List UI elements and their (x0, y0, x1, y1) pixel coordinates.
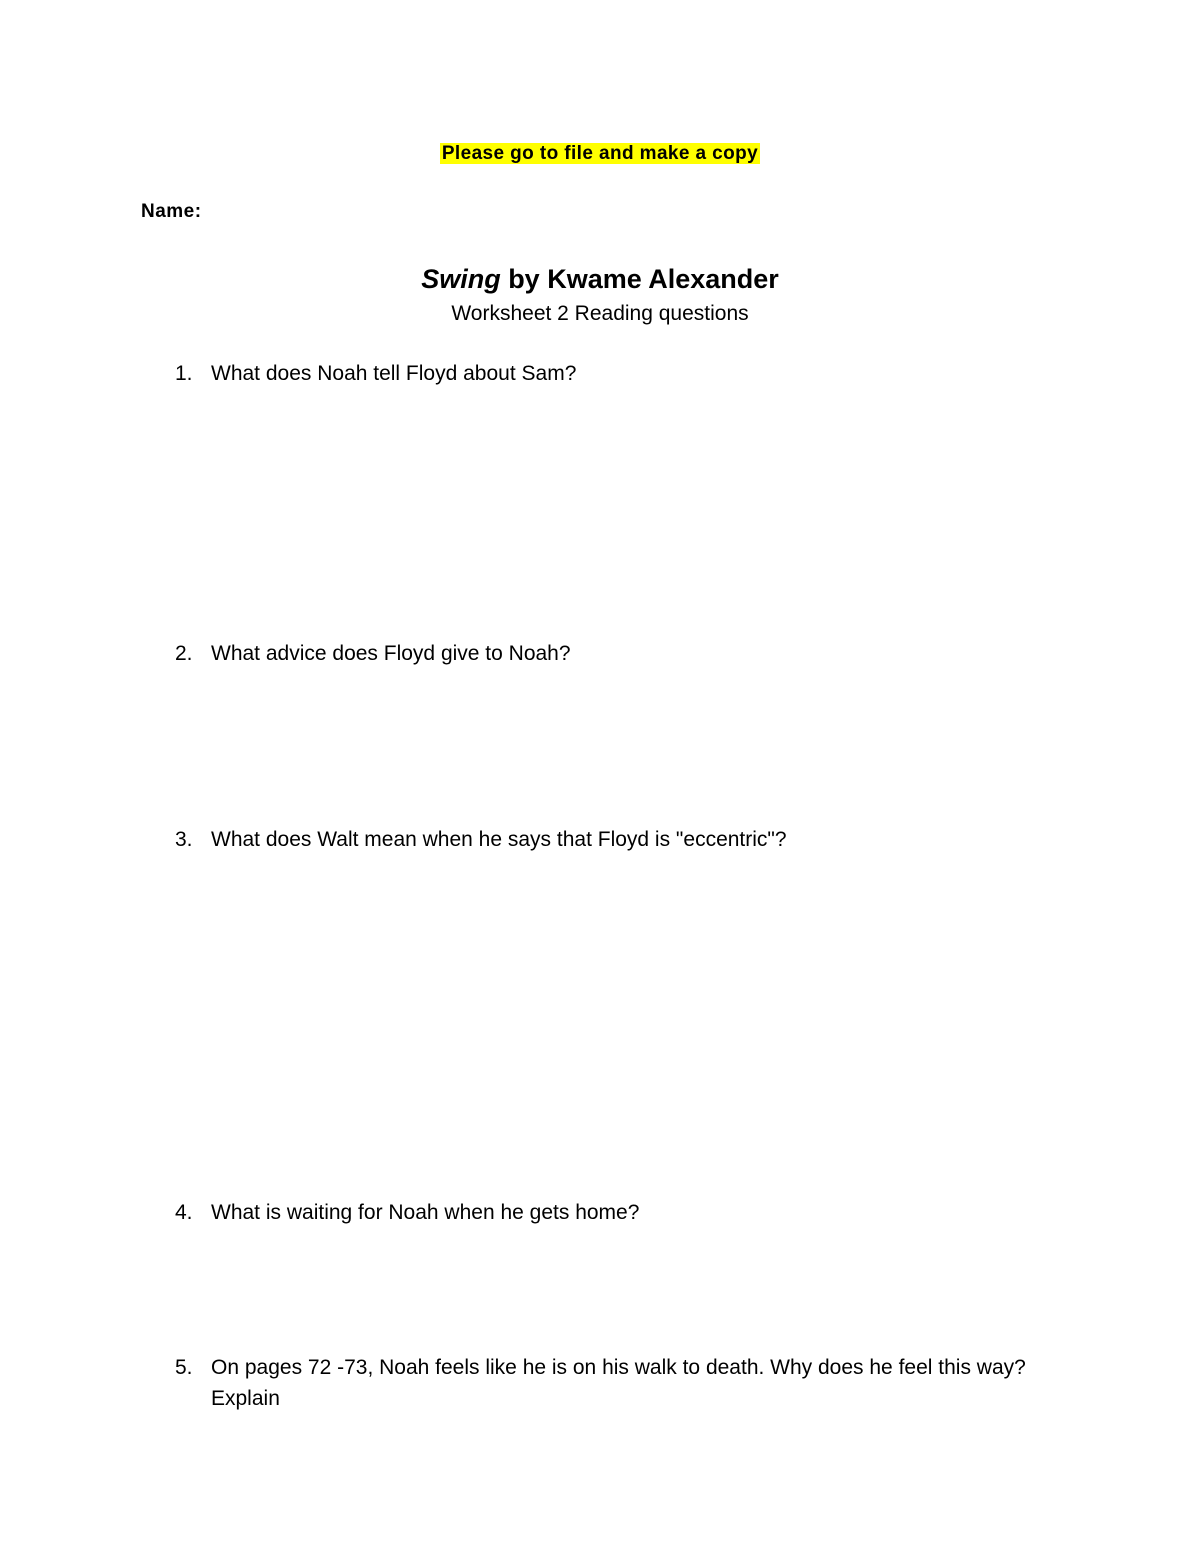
question-number: 4. (175, 1201, 193, 1224)
question-1 (175, 358, 1055, 389)
copy-notice (0, 140, 1200, 168)
question-text: What does Walt mean when he says that Floyd is "eccentric"? (211, 828, 787, 851)
copy-notice-text: Please go to file and make a copy (441, 143, 759, 164)
question-text: What is waiting for Noah when he gets home? (211, 1201, 640, 1224)
question-text: On pages 72 -73, Noah feels like he is on his walk to death. Why does he feel this way? Explain (211, 1356, 1026, 1410)
name-label: Name: (141, 201, 202, 222)
page-subtitle: Worksheet 2 Reading questions (451, 302, 749, 325)
page-title (0, 262, 1200, 296)
question-2 (175, 638, 1055, 669)
question-5 (175, 1352, 1055, 1410)
book-title: Swing (421, 264, 501, 294)
title-author: by Kwame Alexander (500, 264, 779, 294)
question-4 (175, 1197, 1055, 1228)
question-text: What does Noah tell Floyd about Sam? (211, 362, 577, 385)
question-text: What advice does Floyd give to Noah? (211, 642, 571, 665)
question-number: 5. (175, 1356, 193, 1379)
question-3 (175, 824, 1055, 855)
question-number: 1. (175, 362, 193, 385)
question-number: 3. (175, 828, 193, 851)
question-number: 2. (175, 642, 193, 665)
